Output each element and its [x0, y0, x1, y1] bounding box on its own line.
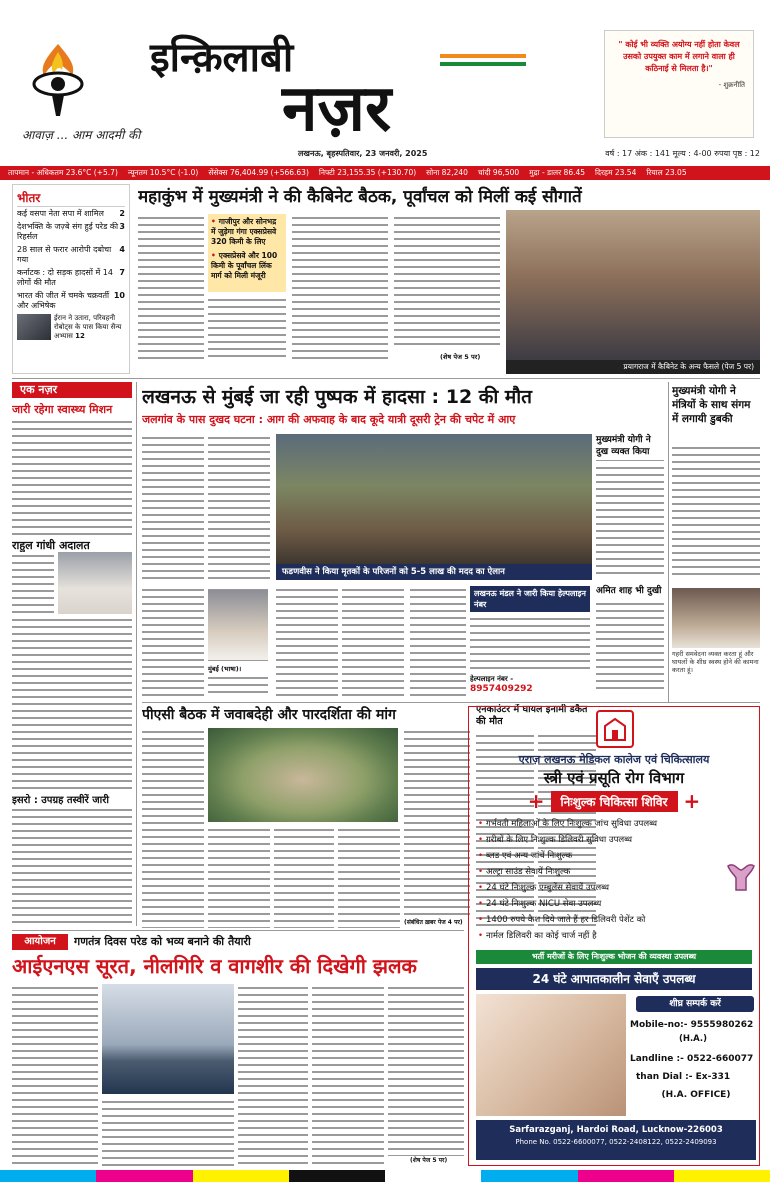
tagline: आवाज़ ... आम आदमी की [22, 128, 141, 142]
nazar-body-3 [12, 806, 132, 924]
divider [12, 378, 760, 379]
index-item[interactable]: भारत की जीत में चमके चक्रवर्ती और अभिषेक 10 [17, 291, 125, 310]
ticker-silver: चांदी 96,500 [477, 168, 520, 177]
pregnant-woman-photo [476, 994, 626, 1116]
ticker-gold: सोना 82,240 [426, 168, 468, 177]
dateline: लखनऊ, बृहस्पतिवार, 23 जनवरी, 2025 [298, 149, 428, 158]
ticker-dirham: दिरहम 23.54 [595, 168, 637, 177]
divider [136, 382, 137, 926]
helpline-box [470, 586, 590, 698]
divider [668, 382, 669, 702]
issue-info: वर्ष : 17 अंक : 141 मूल्य : 4-00 रुपया पृष्ठ : 12 [605, 149, 760, 158]
ad-service: • 24 घंटे निःशुल्क एम्बुलेंस सेवायें उपलब्ध [478, 880, 718, 896]
train-body-col3 [142, 586, 204, 698]
title-top: इन्क़िलाबी [150, 35, 294, 81]
encounter-headline: एनकाउंटर में घायल इनामी डकैत की मौत [476, 704, 588, 727]
ad-dial: than Dial :- Ex-331 [636, 1072, 731, 1082]
cabinet-photo-caption: प्रयागराज में कैबिनेट के अन्य फैसले (पेज 5 पर) [506, 360, 760, 374]
flag-stripe [440, 54, 526, 66]
nazar-body-1 [12, 418, 132, 536]
aayojan-label: आयोजन [12, 934, 68, 950]
train-body-col2 [208, 434, 270, 584]
ad-mobile[interactable]: Mobile-no:- 9555980262 [630, 1020, 754, 1030]
aayojan-continue: (शेष पेज 5 पर) [410, 1157, 448, 1164]
amit-shah-title: अमित शाह भी दुखी [596, 586, 662, 596]
index-title: भीतर [17, 189, 125, 207]
quote-box [604, 30, 754, 138]
inside-index [12, 184, 130, 374]
cm-grief-title: मुख्यमंत्री योगी ने दुख व्यक्त किया [596, 434, 664, 461]
ad-service: • ग़रीबों के लिए निःशुल्क डिलिवरी सुविधा उपलब्ध [478, 832, 718, 848]
sangam-caption: गहरी समवेदना व्यक्त करता हूं और घायलों के शीघ्र स्वस्थ होने की कामना करता हूं। [672, 650, 759, 674]
ad-department: स्त्री एवं प्रसूति रोग विभाग [543, 769, 685, 787]
lead-continue: (शेष पेज 5 पर) [440, 353, 481, 361]
title-main: नज़र [282, 72, 392, 146]
print-registration-bar [0, 1170, 770, 1182]
aayojan-body-col2 [102, 1098, 234, 1168]
index-item[interactable]: देशभक्ति के जज़्बे संग हुई परेड की रिहर्सल 3 [17, 222, 125, 241]
rahul-photo [58, 552, 132, 614]
lead-bullet: • एक्सप्रेसवे और 100 किमी के पूर्वांचल लिंक मार्ग को मिली मंजूरी [211, 251, 283, 281]
nazar-body-2a [12, 552, 54, 614]
ticker-temp-min: न्यूनतम 10.5°C (-1.0) [127, 168, 199, 177]
ek-nazar-label: एक नज़र [12, 382, 132, 398]
train-accident-photo [276, 434, 592, 564]
pac-continue: (संबंधित ख़बर पेज 4 पर) [404, 919, 463, 926]
cm-grief-body [596, 464, 664, 574]
ad-address: Sarfarazganj, Hardoi Road, Lucknow-226003 [509, 1125, 723, 1135]
nazar-headline-3: इसरो : उपग्रह तस्वीरें जारी [12, 795, 109, 806]
ticker-riyal: रियाल 23.05 [646, 168, 687, 177]
index-item[interactable]: कर्नाटक : दो सड़क हादसों में 14 लोगों की मौत 7 [17, 268, 125, 287]
fadnavis-dateline: मुंबई (भाषा)। [208, 665, 242, 673]
pac-body-col5 [404, 728, 470, 918]
torch-eye-logo [22, 40, 94, 118]
train-subhead: जलगांव के पास दुखद घटना : आग की अफवाह के बाद कूदे यात्री दूसरी ट्रेन की चपेट में आए [142, 413, 516, 426]
ad-college-name: एराज़ लखनऊ मेडिकल कालेज एवं चिकित्सालय [518, 753, 710, 766]
helpline-label: हेल्पलाइन नंबर - [470, 675, 514, 683]
pac-body-col1 [142, 728, 204, 928]
train-body-col6 [342, 586, 404, 698]
ad-emergency: 24 घंटे आपातकालीन सेवाएँ उपलब्ध [476, 968, 752, 990]
plus-icon: + [683, 789, 701, 813]
amit-shah-box [596, 586, 664, 698]
ad-service: • अल्ट्रा साउंड सेवायें निःशुल्क [478, 864, 718, 880]
ad-mobile-tag: (H.A.) [678, 1034, 708, 1044]
pac-body-col2 [208, 826, 270, 928]
lead-headline: महाकुंभ में मुख्यमंत्री ने की कैबिनेट बैठक, पूर्वांचल को मिलीं कई सौगातें [138, 187, 582, 207]
train-body-col5 [276, 586, 338, 698]
helpline-title: लखनऊ मंडल ने जारी किया हेल्पलाइन नंबर [470, 586, 590, 612]
pac-body-col4 [338, 826, 400, 928]
ad-office: (H.A. OFFICE) [661, 1090, 731, 1100]
aayojan-headline: आईएनएस सूरत, नीलगिरि व वागशीर की दिखेगी झलक [12, 954, 417, 978]
ad-service: • नार्मल डिलिवरी का कोई चार्ज नहीं है [478, 928, 718, 944]
cabinet-photo [506, 210, 760, 360]
train-photo-caption: फडणवीस ने किया मृतकों के परिजनों को 5-5 लाख की मदद का ऐलान [276, 564, 592, 580]
lead-bullets [208, 214, 286, 292]
ad-landline[interactable]: Landline :- 0522-660077 [630, 1054, 754, 1064]
train-headline: लखनऊ से मुंबई जा रही पुष्पक में हादसा : 12 की मौत [142, 386, 533, 408]
hospital-logo [596, 710, 634, 748]
lead-body-col2 [208, 296, 286, 362]
train-body-col7 [410, 586, 466, 698]
quote-author: - शुक्रनीति [718, 81, 745, 89]
uterus-icon [724, 860, 758, 900]
ad-service: • ब्लड एवं अन्य जांचें निःशुल्क [478, 848, 718, 864]
pac-headline: पीएसी बैठक में जवाबदेही और पारदर्शिता की मांग [142, 707, 396, 723]
parliament-photo [208, 728, 398, 822]
masthead [0, 0, 770, 168]
aayojan-body-col3 [238, 984, 308, 1168]
nazar-headline-2: राहुल गांधी अदालत [12, 539, 90, 552]
nazar-body-2b [12, 616, 132, 790]
train-body-col1 [142, 434, 204, 584]
fadnavis-photo [208, 590, 268, 660]
ticker-dollar: मुद्रा - डालर 86.45 [529, 168, 586, 177]
aayojan-body-col4 [312, 984, 384, 1168]
cm-grief-box [596, 434, 664, 584]
quote-text: " कोई भी व्यक्ति अयोग्य नहीं होता केवल उसको उपयुक्त काम में लगाने वाला ही कठिनाई से मिलता है।" [618, 40, 740, 73]
ad-camp-title: निःशुल्क चिकित्सा शिविर [551, 791, 678, 812]
index-item[interactable]: कई वसपा नेता सपा में शामिल 2 [17, 209, 125, 218]
amit-shah-photo [672, 588, 760, 648]
market-ticker [0, 166, 770, 180]
index-teaser[interactable]: ईरान ने उतारा, परिवहनी रोबोट्स के पास किया सैन्य अभ्यास 12 [17, 314, 125, 341]
ad-service: • 1400 रुपये कैश दिये जाते हैं हर डिलिवरी पेशेंट को [478, 912, 718, 928]
teaser-photo [17, 314, 51, 340]
plus-icon: + [527, 789, 545, 813]
aayojan-body-col1 [12, 984, 98, 1168]
sangam-headline: मुख्यमंत्री योगी ने मंत्रियों के साथ संगम में लगायी डुबकी [672, 385, 751, 425]
helpline-number[interactable]: 8957409292 [470, 684, 533, 694]
ad-camp [476, 790, 752, 812]
ad-strip: भर्ती मरीजों के लिए निःशुल्क भोजन की व्यवस्था उपलब्ध [476, 950, 752, 964]
nazar-headline-1: जारी रहेगा स्वास्थ्य मिशन [12, 403, 113, 416]
divider [12, 930, 464, 931]
pac-body-col3 [274, 826, 334, 928]
amit-shah-body [596, 600, 664, 694]
aayojan-body-col5 [388, 984, 464, 1156]
index-item[interactable]: 28 साल से फरार आरोपी दबोचा गया 4 [17, 245, 125, 264]
helpline-body [470, 615, 590, 673]
ticker-nifty: निफ्टी 23,155.35 (+130.70) [318, 168, 417, 177]
ticker-temp-max: तापमान - अधिकतम 23.6°C (+5.7) [8, 168, 118, 177]
lead-body-col3 [292, 214, 388, 362]
lead-bullet: • गाजीपुर और सोनभद्र में जुड़ेगा गंगा एक्सप्रेसवे 320 किमी के लिए [211, 217, 283, 247]
ad-service: • गर्भवती महिलाओं के लिए निःशुल्क जांच सुविधा उपलब्ध [478, 816, 718, 832]
ad-service: • 24 घंटे निःशुल्क NICU सेवा उपलब्ध [478, 896, 718, 912]
ad-services-list [478, 816, 718, 946]
sangam-body [672, 444, 760, 580]
divider [142, 702, 760, 703]
lead-body-col4 [394, 214, 500, 350]
ticker-sensex: सेंसेक्स 76,404.99 (+566.63) [208, 168, 309, 177]
aayojan-kicker: गणतंत्र दिवस परेड को भव्य बनाने की तैयारी [74, 935, 251, 948]
ad-phones: Phone No. 0522-6600077, 0522-2408122, 0522-2409093 [515, 1138, 717, 1146]
ad-address-bar [476, 1120, 756, 1160]
lead-body-col1 [138, 214, 204, 362]
warship-photo [102, 984, 234, 1094]
fadnavis-body [208, 674, 268, 698]
contact-button[interactable]: शीघ्र सम्पर्क करें [636, 996, 754, 1012]
